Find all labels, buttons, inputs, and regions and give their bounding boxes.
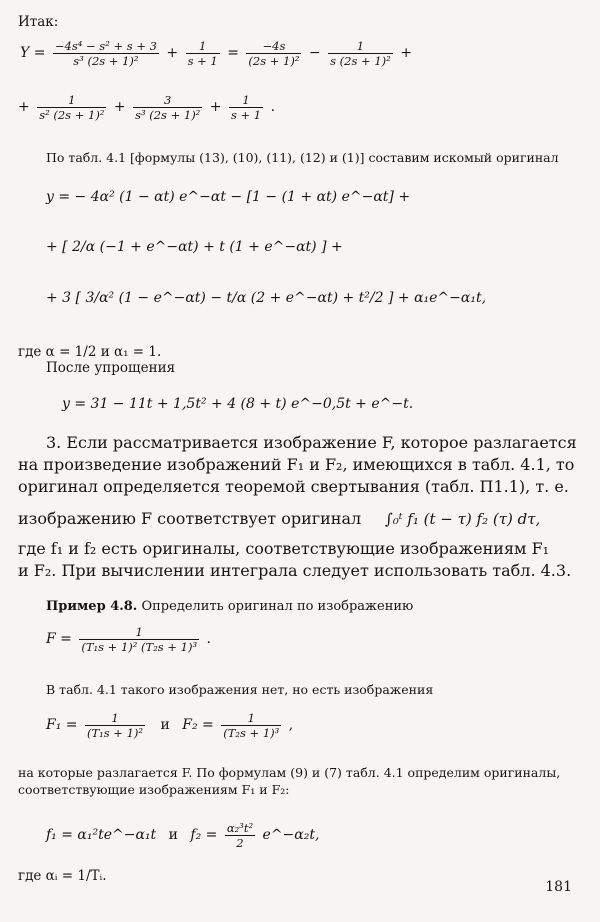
convolution-integral: ∫₀ᵗ f₁ (t − τ) f₂ (τ) dτ, (385, 510, 541, 528)
eq2-fraction-3: $\frac{1}{s + 1}$ (230, 92, 262, 122)
eq1-fraction-4: $\frac{1}{\text{s (2s + 1)²}}$ (330, 38, 391, 68)
original-line-2: + [ 2/α (−1 + e^−αt) + t (1 + e^−αt) ] + (46, 239, 343, 255)
page-number: 181 (545, 879, 572, 895)
paragraph-3-line-6: и F₂. При вычислении интеграла следует использовать табл. 4.3. (18, 561, 572, 580)
after-simplification: После упрощения (46, 360, 176, 376)
eq2-fraction-2: $\frac{3}{\text{s³ (2s + 1)²}}$ (135, 92, 201, 122)
eqF2-fraction: $\frac{1}{\text{(T₂s + 1)³}}$ (223, 710, 280, 740)
paragraph-3-line-3: оригинал определяется теоремой свертывания (табл. П1.1), т. е. (18, 477, 569, 496)
original-line-3: + 3 [ 3/α² (1 − e^−αt) − t/α (2 + e^−αt) + t²/2 ] + α₁e^−α₁t, (46, 290, 487, 306)
intro-word: Итак: (18, 14, 59, 30)
eq1-fraction-1: $\frac{\text{−4s⁴ − s² + s + 3}}{\text{s³ (2s + 1)²}}$ (54, 38, 157, 68)
example-label: Пример 4.8. (46, 599, 138, 614)
alpha-definition: где α = 1/2 и α₁ = 1. (18, 344, 162, 360)
paragraph-3-line-5: где f₁ и f₂ есть оригиналы, соответствующие изображениям F₁ (18, 539, 550, 558)
original-line-1: y = − 4α² (1 − αt) e^−αt − [1 − (1 + αt) e^−αt] + (46, 189, 411, 205)
example-text: Определить оригинал по изображению (141, 599, 414, 614)
eq1-lhs: Y = (20, 45, 46, 61)
eq2-fraction-1: $\frac{1}{\text{s² (2s + 1)²}}$ (39, 92, 105, 122)
simplified-original: y = 31 − 11t + 1,5t² + 4 (8 + t) e^−0,5t + e^−t. (62, 396, 414, 412)
decompose-line-2: соответствующие изображениям F₁ и F₂: (18, 782, 290, 797)
originals-f1-f2: f₁ = α₁²te^−α₁t и f₂ = $\frac{\text{α₂³t²}}{2}$ e^−α₂t, (46, 820, 320, 850)
paragraph-3-line-1: 3. Если рассматривается изображение F, которое разлагается (46, 433, 577, 452)
eq1-fraction-2: $\frac{1}{s + 1}$ (187, 38, 218, 68)
paragraph-3-line-4: изображению F соответствует оригинал (18, 509, 362, 528)
table-no-image-line: В табл. 4.1 такого изображения нет, но есть изображения (46, 682, 434, 697)
equation-F: F = $\frac{1}{\text{(T₁s + 1)² (T₂s + 1)³}}$ . (46, 624, 211, 654)
example-heading (46, 597, 600, 617)
eqF1-fraction: $\frac{1}{\text{(T₁s + 1)²}}$ (86, 710, 143, 740)
eq1-fraction-3: $\frac{-4s}{\text{(2s + 1)²}}$ (248, 38, 300, 68)
table-reference-line: По табл. 4.1 [формулы (13), (10), (11), (12) и (1)] составим искомый оригинал (46, 150, 559, 165)
equation-y-continuation: + $\frac{1}{\text{s² (2s + 1)²}}$ + $\frac{3}{\text{s³ (2s + 1)²}}$ + $\frac{1}{s + 1}$ . (18, 92, 276, 122)
eqF-fraction: $\frac{1}{\text{(T₁s + 1)² (T₂s + 1)³}}$ (81, 624, 198, 654)
f2-fraction: $\frac{\text{α₂³t²}}{2}$ (226, 820, 254, 850)
paragraph-3-line-2: на произведение изображений F₁ и F₂, имеющихся в табл. 4.1, то (18, 455, 575, 474)
decompose-line-1: на которые разлагается F. По формулам (9) и (7) табл. 4.1 определим оригиналы, (18, 765, 561, 780)
equation-y-decomposition: Y = $\frac{\text{−4s⁴ − s² + s + 3}}{\text{s³ (2s + 1)²}}$ + $\frac{1}{s + 1}$ = $\frac{-4s}{\text{(2s + 1)²}}$ − $\frac{1}{\text{s (2s + 1)²}}$ + (20, 38, 412, 68)
alpha-i-definition: где αᵢ = 1/Tᵢ. (18, 868, 107, 884)
equation-F1-F2: F₁ = $\frac{1}{\text{(T₁s + 1)²}}$ и F₂ = $\frac{1}{\text{(T₂s + 1)³}}$ , (46, 710, 294, 740)
